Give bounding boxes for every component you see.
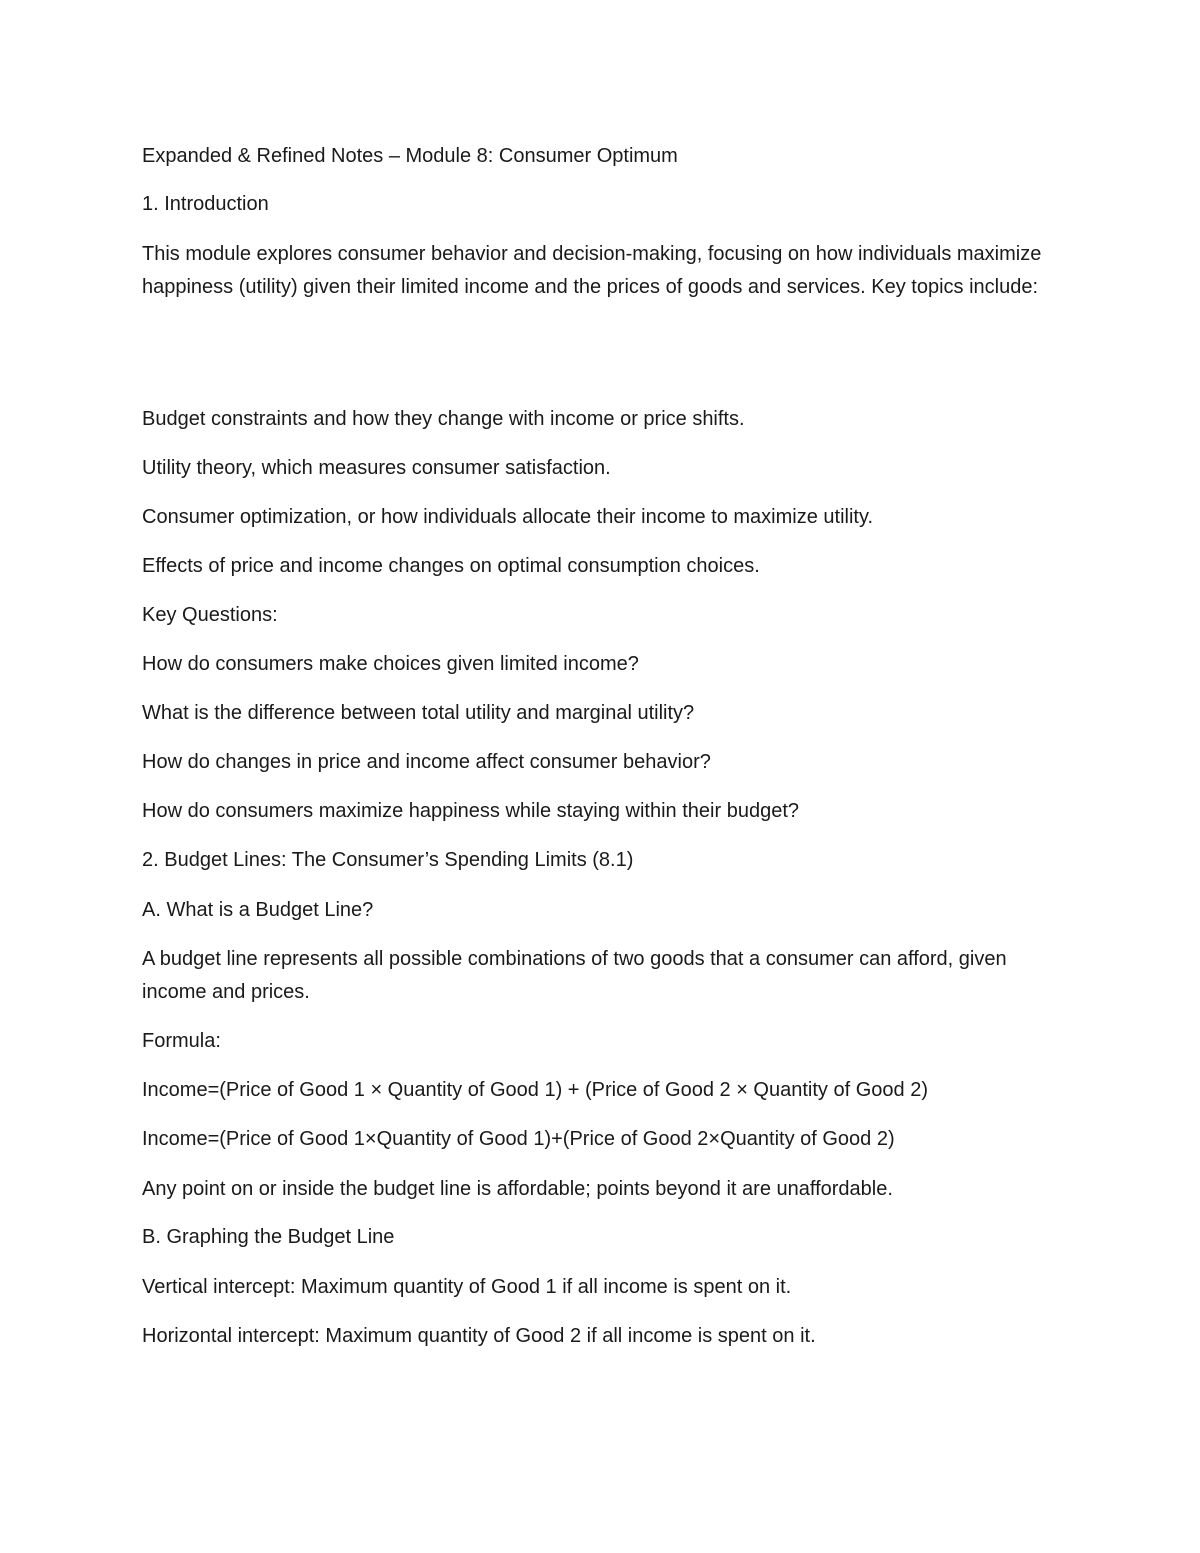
affordability-note: Any point on or inside the budget line is affordable; points beyond it are unaffordable. — [142, 1178, 893, 1200]
topic-item: Effects of price and income changes on optimal consumption choices. — [142, 555, 760, 577]
budget-line-definition: A budget line represents all possible combinations of two goods that a consumer can afford, given income and prices. — [142, 948, 1007, 1003]
key-questions-heading: Key Questions: — [142, 604, 278, 626]
question-item: What is the difference between total utility and marginal utility? — [142, 702, 695, 724]
formula-spaced: Income=(Price of Good 1 × Quantity of Good 1) + (Price of Good 2 × Quantity of Good 2) — [142, 1079, 928, 1101]
document-title: Expanded & Refined Notes – Module 8: Consumer Optimum — [142, 145, 678, 167]
topic-item: Utility theory, which measures consumer satisfaction. — [142, 457, 611, 479]
section-2-heading: 2. Budget Lines: The Consumer’s Spending Limits (8.1) — [142, 849, 634, 871]
question-item: How do consumers make choices given limited income? — [142, 653, 639, 675]
introduction-paragraph: This module explores consumer behavior and decision-making, focusing on how individuals maximize happiness (utility) given their limited income and the prices of goods and services. Key topics include: — [142, 243, 1042, 298]
topic-item: Consumer optimization, or how individuals allocate their income to maximize utility. — [142, 506, 874, 528]
question-item: How do changes in price and income affect consumer behavior? — [142, 751, 711, 773]
horizontal-intercept-text: Horizontal intercept: Maximum quantity of Good 2 if all income is spent on it. — [142, 1325, 816, 1347]
section-2b-heading: B. Graphing the Budget Line — [142, 1226, 395, 1248]
formula-compact: Income=(Price of Good 1×Quantity of Good 1)+(Price of Good 2×Quantity of Good 2) — [142, 1128, 895, 1150]
question-item: How do consumers maximize happiness while staying within their budget? — [142, 800, 799, 822]
topic-item: Budget constraints and how they change with income or price shifts. — [142, 408, 745, 430]
introduction-heading: 1. Introduction — [142, 193, 269, 215]
vertical-intercept-text: Vertical intercept: Maximum quantity of Good 1 if all income is spent on it. — [142, 1276, 792, 1298]
formula-label: Formula: — [142, 1030, 221, 1052]
section-2a-heading: A. What is a Budget Line? — [142, 899, 374, 921]
